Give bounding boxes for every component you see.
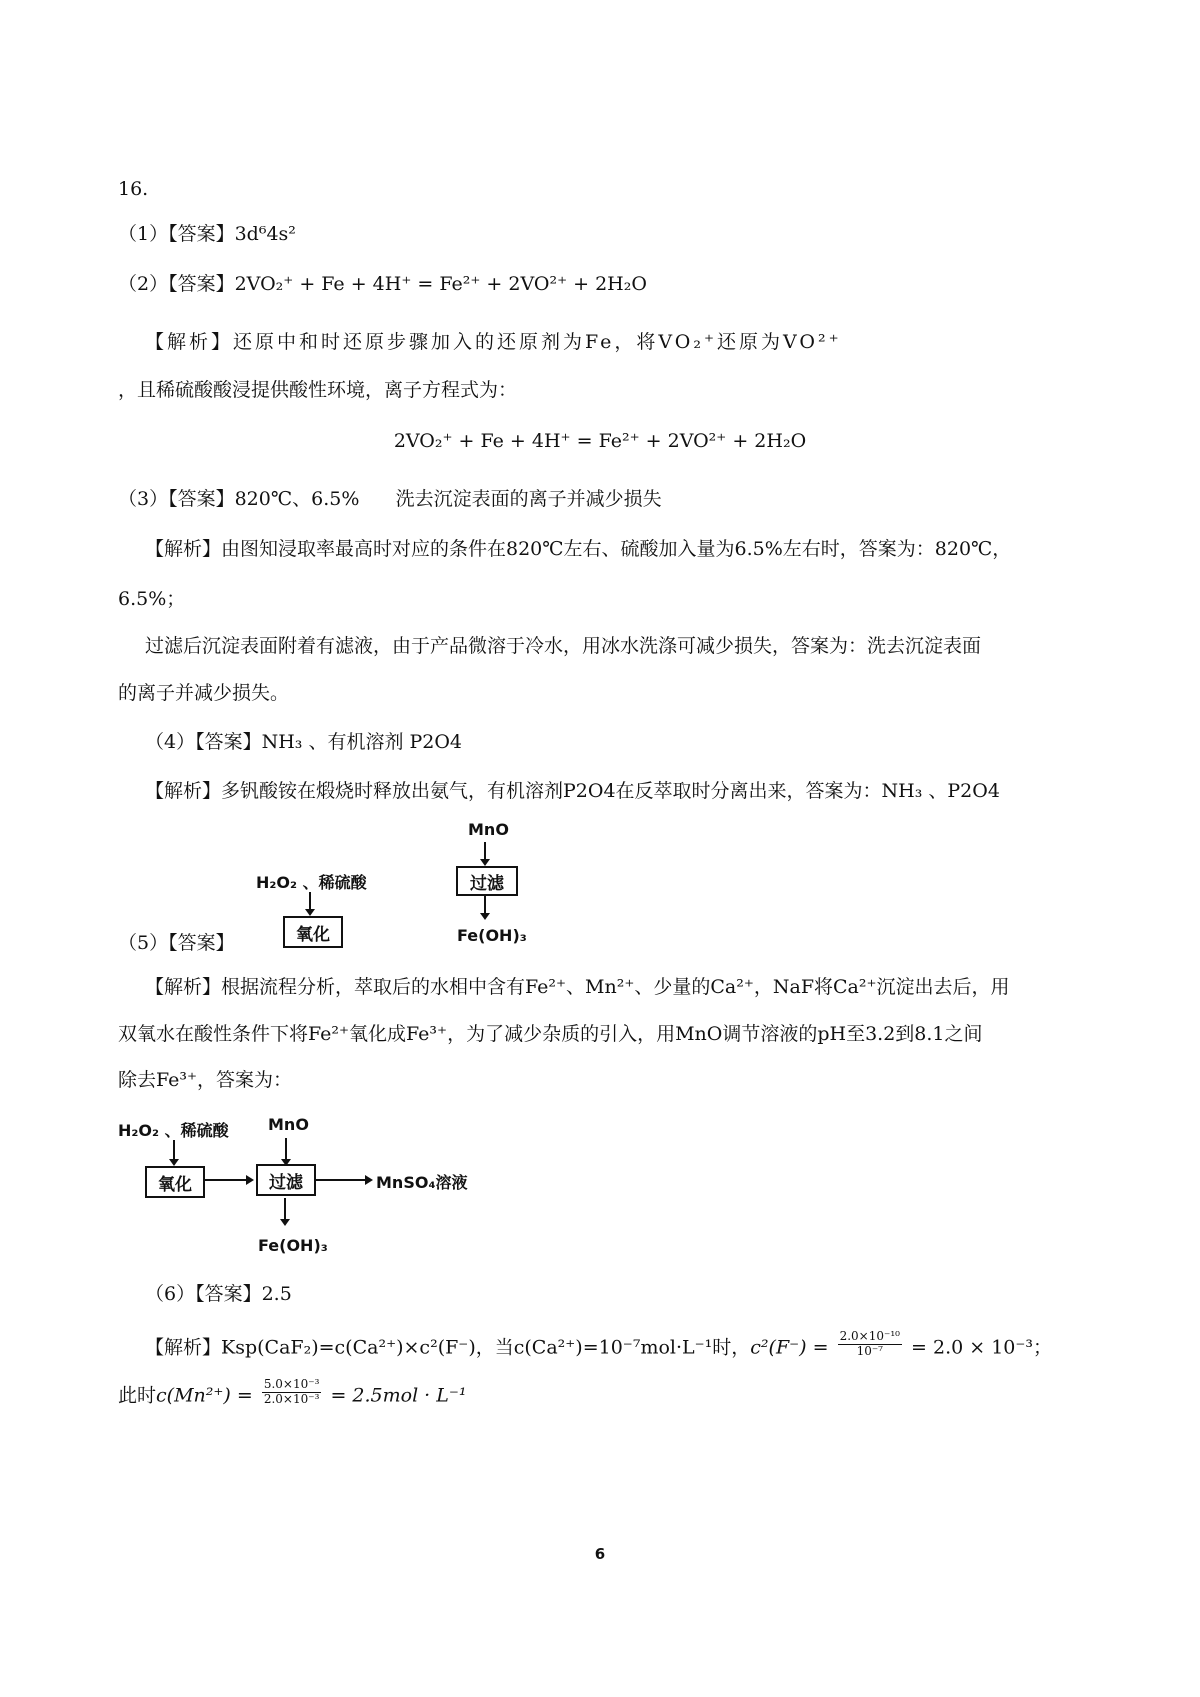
page-number: 6: [594, 1545, 606, 1563]
part6-ksp: Ksp(CaF₂)=c(Ca²⁺)×c²(F⁻)，当c(Ca²⁺)=10⁻⁷mol·L⁻¹时，: [221, 1336, 751, 1359]
part6-answer-text: 2.5: [261, 1283, 292, 1305]
part5-label: （5）【答案】: [118, 932, 235, 954]
part3-label: （3）【答案】: [118, 488, 235, 510]
flow-small-mno: MnO: [468, 820, 509, 839]
part2-analysis-line1: 【解析】还原中和时还原步骤加入的还原剂为Fe，将VO₂⁺还原为VO²⁺: [145, 331, 842, 353]
part6-analysis-line2: [118, 1377, 467, 1411]
flow-small-arrow-reagent: [309, 892, 311, 910]
part6-frac1-denominator: 10⁻⁷: [856, 1343, 883, 1358]
part2-answer: [118, 275, 647, 294]
flow-full-arrow-filter-product: [314, 1179, 366, 1181]
flow-small-reagent: H₂O₂ 、稀硫酸: [256, 873, 367, 892]
part3-answer-text: 820℃、6.5% 洗去沉淀表面的离子并减少损失: [234, 488, 662, 510]
part6-label: （6）【答案】: [145, 1283, 262, 1305]
part3-answer: [118, 490, 662, 509]
flow-full-filter-box: 过滤: [256, 1164, 316, 1196]
flow-full-mno: MnO: [268, 1115, 309, 1134]
flow-full-reagent: H₂O₂ 、稀硫酸: [118, 1121, 229, 1140]
part2-answer-text: 2VO₂⁺ + Fe + 4H⁺ = Fe²⁺ + 2VO²⁺ + 2H₂O: [234, 273, 647, 295]
part6-frac2-denominator: 2.0×10⁻³: [263, 1391, 320, 1406]
part3-analysis-line2: 6.5%；: [118, 588, 186, 610]
flow-small-arrow-filter: [484, 896, 486, 914]
part6-line2-prefix: 此时: [118, 1384, 157, 1407]
flow-full-arrow-reagent: [173, 1140, 175, 1160]
part2-label: （2）【答案】: [118, 273, 235, 295]
part5-analysis-line1: 【解析】根据流程分析，萃取后的水相中含有Fe²⁺、Mn²⁺、少量的Ca²⁺，NaF将Ca²⁺沉淀出去后，用: [145, 976, 1010, 998]
part2-analysis-line2: ，且稀硫酸酸浸提供酸性环境，离子方程式为：: [118, 379, 518, 401]
flow-full-product: MnSO₄溶液: [376, 1173, 468, 1192]
part6-answer: [145, 1285, 292, 1304]
flow-full-arrow-oxidize-filter: [203, 1179, 247, 1181]
part4-answer-text: NH₃ 、有机溶剂 P2O4: [261, 731, 463, 753]
part1-answer: [118, 225, 296, 244]
flow-small-precipitate: Fe(OH)₃: [457, 926, 527, 945]
flow-full-oxidize-box: 氧化: [145, 1166, 205, 1198]
part5-analysis-line2: 双氧水在酸性条件下将Fe²⁺氧化成Fe³⁺，为了减少杂质的引入，用MnO调节溶液的pH至3.2到8.1之间: [118, 1023, 983, 1045]
part4-label: （4）【答案】: [145, 731, 262, 753]
part1-label: （1）【答案】: [118, 223, 235, 245]
part6-result2: = 2.5mol · L⁻¹: [330, 1384, 467, 1407]
flow-small-arrow-mno: [484, 842, 486, 860]
question-number: 16.: [118, 178, 149, 200]
part6-cF: c²(F⁻) =: [750, 1336, 829, 1359]
part6-analysis-line1: [145, 1329, 1053, 1363]
flow-full-arrow-mno: [285, 1138, 287, 1160]
part6-analysis-prefix: 【解析】: [145, 1336, 222, 1359]
flow-full-precipitate: Fe(OH)₃: [258, 1236, 328, 1255]
part6-fraction2: [262, 1378, 322, 1407]
flow-small-filter-box: 过滤: [456, 866, 518, 896]
part5-analysis-line3: 除去Fe³⁺，答案为：: [118, 1069, 293, 1091]
part3-analysis-line1: 【解析】由图知浸取率最高时对应的条件在820℃左右、硫酸加入量为6.5%左右时，答案为：820℃，: [145, 538, 1012, 560]
flow-small-oxidize-box: 氧化: [283, 916, 343, 948]
part3-analysis-line4: 的离子并减少损失。: [118, 682, 290, 704]
part1-answer-text: 3d⁶4s²: [234, 223, 296, 245]
part4-analysis: 【解析】多钒酸铵在煅烧时释放出氨气，有机溶剂P2O4在反萃取时分离出来，答案为：NH₃ 、P2O4: [145, 780, 1000, 802]
part4-answer: [145, 733, 462, 752]
part6-result1: = 2.0 × 10⁻³；: [911, 1336, 1053, 1359]
part6-cMn: c(Mn²⁺) =: [156, 1384, 253, 1407]
part6-frac1-numerator: 2.0×10⁻¹⁰: [839, 1329, 900, 1343]
part6-fraction1: [838, 1330, 902, 1359]
flow-full-arrow-filter-precip: [284, 1198, 286, 1220]
part3-analysis-line3: 过滤后沉淀表面附着有滤液，由于产品微溶于冷水，用冰水洗涤可减少损失，答案为：洗去沉淀表面: [145, 635, 982, 657]
part6-frac2-numerator: 5.0×10⁻³: [263, 1377, 320, 1391]
part2-equation: 2VO₂⁺ + Fe + 4H⁺ = Fe²⁺ + 2VO²⁺ + 2H₂O: [393, 430, 807, 452]
